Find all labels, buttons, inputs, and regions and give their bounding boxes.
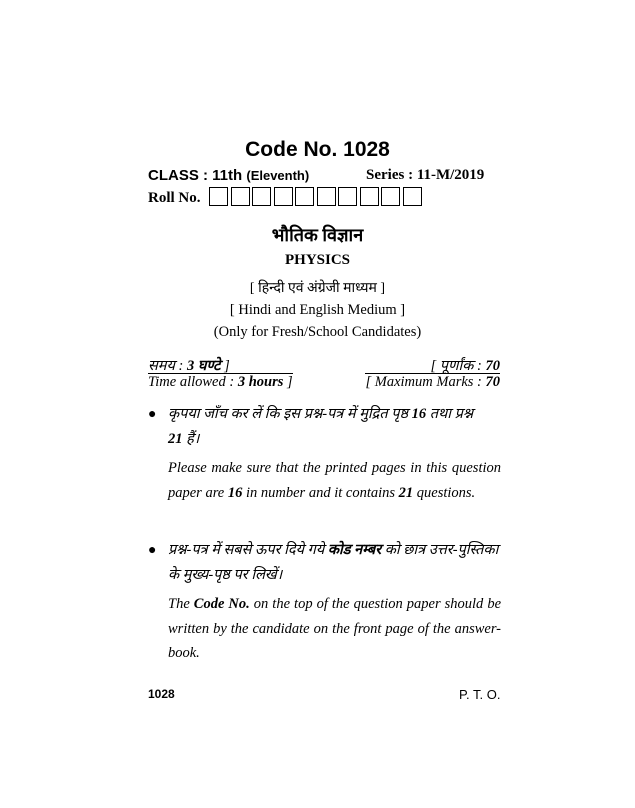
medium-english: [ Hindi and English Medium ] (229, 302, 406, 318)
candidates-note: (Only for Fresh/School Candidates) (213, 324, 422, 340)
marks-english-value: 70 (485, 374, 500, 390)
i2-en-bold: Code No. (193, 596, 250, 612)
class-label (148, 167, 309, 184)
instruction-1-hindi (168, 402, 501, 451)
roll-box (381, 187, 400, 206)
i1-hindi-c: हैं। (182, 430, 200, 447)
time-hindi (148, 355, 230, 375)
i1-en-q: 21 (398, 484, 414, 501)
roll-box (252, 187, 271, 206)
code-title: Code No. 1028 (245, 138, 390, 161)
roll-no-label: Roll No. (148, 190, 201, 206)
time-english (148, 373, 293, 391)
class-word: (Eleventh) (246, 168, 310, 183)
instruction-2-hindi (168, 538, 501, 587)
bullet-icon: ● (148, 407, 157, 422)
i2-en-a: The (168, 596, 194, 612)
i2-hindi-a: प्रश्न-पत्र में सबसे ऊपर दिये गये (168, 542, 328, 558)
time-english-value: 3 hours (237, 374, 284, 390)
i1-hindi-b: तथा प्रश्न (426, 406, 474, 422)
subject-hindi: भौतिक विज्ञान (271, 225, 364, 245)
marks-hindi-value: 70 (485, 358, 500, 374)
time-row-english (148, 373, 500, 391)
time-row-hindi (148, 355, 500, 375)
roll-box (295, 187, 314, 206)
i2-en-b: on the top of the question paper should be written by the candidate on the front page of the answer-book. (168, 596, 502, 661)
bullet-icon: ● (148, 543, 157, 558)
roll-box (403, 187, 422, 206)
class-value: CLASS : 11th (148, 167, 243, 184)
i2-hindi-b: को छात्र उत्तर-पुस्तिका (381, 542, 499, 558)
time-english-end: ] (283, 374, 293, 390)
roll-box (209, 187, 228, 206)
time-hindi-value: 3 घण्टे (186, 358, 221, 374)
footer-pto: P. T. O. (459, 687, 501, 702)
medium-hindi: [ हिन्दी एवं अंग्रेजी माध्यम ] (249, 281, 386, 296)
i1-en-pages: 16 (227, 484, 243, 501)
i2-hindi-c: के मुख्य-पृष्ठ पर लिखें। (168, 566, 283, 583)
i1-hindi-pages: 16 (411, 406, 427, 422)
i1-hindi-a: कृपया जाँच कर लें कि इस प्रश्न-पत्र में मुद्रित पृष्ठ (168, 406, 412, 422)
roll-box (317, 187, 336, 206)
roll-no-boxes (209, 187, 424, 206)
roll-box (360, 187, 379, 206)
marks-hindi-label: [ पूर्णांक : (430, 358, 486, 374)
time-hindi-label: समय : (148, 358, 187, 374)
marks-english-label: [ Maximum Marks : (365, 374, 486, 390)
subject-english: PHYSICS (284, 252, 351, 268)
i1-en-a: Please make sure that the printed pages in this question paper are (168, 460, 501, 501)
time-english-label: Time allowed : (148, 374, 238, 390)
series-label: Series : 11-M/2019 (366, 167, 485, 183)
instruction-2-english (168, 592, 501, 666)
instruction-1-english (168, 456, 501, 505)
marks-english (365, 373, 500, 391)
i1-hindi-q: 21 (168, 430, 183, 447)
time-hindi-end: ] (220, 358, 230, 374)
roll-box (338, 187, 357, 206)
marks-hindi (431, 355, 500, 375)
roll-box (231, 187, 250, 206)
roll-box (274, 187, 293, 206)
footer-code: 1028 (148, 687, 175, 701)
i2-hindi-bold: कोड नम्बर (327, 542, 382, 558)
i1-en-b: in number and it contains (242, 484, 399, 501)
i1-en-c: questions. (413, 484, 476, 501)
